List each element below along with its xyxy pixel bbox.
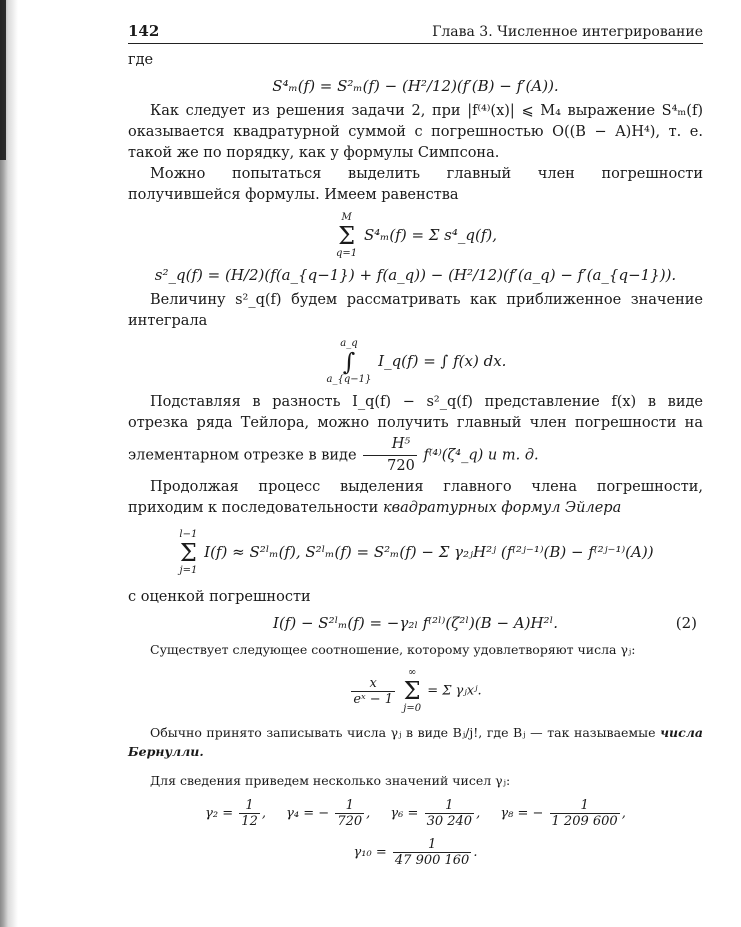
gamma-10: γ₁₀ = $\frac{1}{47 900 160}$ . <box>353 837 478 868</box>
equation-number: (2) <box>675 614 697 632</box>
bernoulli-term: числа Бернулли. <box>128 725 703 759</box>
euler-sum: l−1 Σ j=1 <box>179 529 198 576</box>
page-number: 142 <box>128 22 160 40</box>
gamma-4: γ₄ = − $\frac{1}{720}$ , <box>286 798 375 829</box>
gamma-8: γ₈ = − $\frac{1}{1 209 600}$ , <box>500 798 626 829</box>
book-page <box>128 22 703 872</box>
euler-term: квадратурных формул Эйлера <box>382 500 622 516</box>
paragraph-approx: Величину s²_q(f) будем рассматривать как приближенное значение интеграла <box>128 292 703 329</box>
formula-euler: l−1 Σ j=1 I(f) ≈ S²ˡₘ(f), S²ˡₘ(f) = S²ₘ(f) − Σ γ₂ⱼH²ʲ (f⁽²ʲ⁻¹⁾(B) − f⁽²ʲ⁻¹⁾(A)) <box>179 529 654 576</box>
scan-edge-dark <box>0 0 6 160</box>
paragraph-main-term: Можно попытаться выделить главный член погрешности получившейся формулы. Имеем равенства <box>128 166 703 203</box>
sum-operator: M Σ q=1 <box>336 212 358 259</box>
paragraph-taylor: Подставляя в разность I_q(f) − s²_q(f) представление f(x) в виде отрезка ряда Тейлора, можно получить главный член погрешности на элементарном отрезке в виде $\frac{\text{H⁵}}{720}$ f⁽⁴⁾(ζ⁴_q) и т. д. <box>128 392 703 477</box>
formula-generating: $\frac{x}{\text{eˣ − 1}}$ ∞ Σ j=0 = Σ γⱼxʲ. <box>353 667 482 714</box>
formula-s4: S⁴ₘ(f) = S²ₘ(f) − (H²/12)(f′(B) − f′(A)). <box>272 77 559 95</box>
formula-sq: s²_q(f) = (H/2)(f(a_{q−1}) + f(a_q)) − (H²/12)(f′(a_q) − f′(a_{q−1})). <box>154 266 677 284</box>
paragraph-bernoulli: Обычно принято записывать числа γⱼ в виде Bⱼ/j!, где Bⱼ — так называемые числа Бернулли. <box>128 725 703 759</box>
chapter-title: Глава 3. Численное интегрирование <box>432 24 703 40</box>
gamma-values-row <box>128 798 703 829</box>
formula-integral: a_q ∫ a_{q−1} I_q(f) = ∫ f(x) dx. <box>326 338 507 385</box>
small-print-section <box>128 640 703 868</box>
paragraph-simpson: Как следует из решения задачи 2, при |f⁽⁴⁾(x)| ⩽ M₄ выражение S⁴ₘ(f) оказывается квадратурной суммой с погрешностью O((B − A)H⁴), т. е. такой же по порядку, как у формулы Симпсона. <box>128 103 703 161</box>
gamma-2: γ₂ = $\frac{1}{12}$ , <box>205 798 271 829</box>
formula-error: I(f) − S²ˡₘ(f) = −γ₂ₗ f⁽²ˡ⁾(ζ²ˡ)(B − A)H²ˡ. (2) <box>273 614 697 632</box>
paragraph-error: с оценкой погрешности <box>128 589 311 605</box>
fraction-h5-720: $\frac{\text{H⁵}}{720}$ <box>363 434 417 477</box>
paragraph-relation: Существует следующее соотношение, которому удовлетворяют числа γⱼ: <box>150 642 636 657</box>
paragraph-euler: Продолжая процесс выделения главного члена погрешности, приходим к последовательности квадратурных формул Эйлера <box>128 479 703 516</box>
page-header <box>128 22 703 44</box>
gamma-6: γ₆ = $\frac{1}{30 240}$ , <box>390 798 485 829</box>
integral-limits: a_q ∫ a_{q−1} <box>326 338 372 385</box>
text-gde: где <box>128 52 154 68</box>
formula-sum: M Σ q=1 S⁴ₘ(f) = Σ s⁴_q(f), <box>336 212 497 259</box>
paragraph-values: Для сведения приведем несколько значений чисел γⱼ: <box>150 773 511 788</box>
